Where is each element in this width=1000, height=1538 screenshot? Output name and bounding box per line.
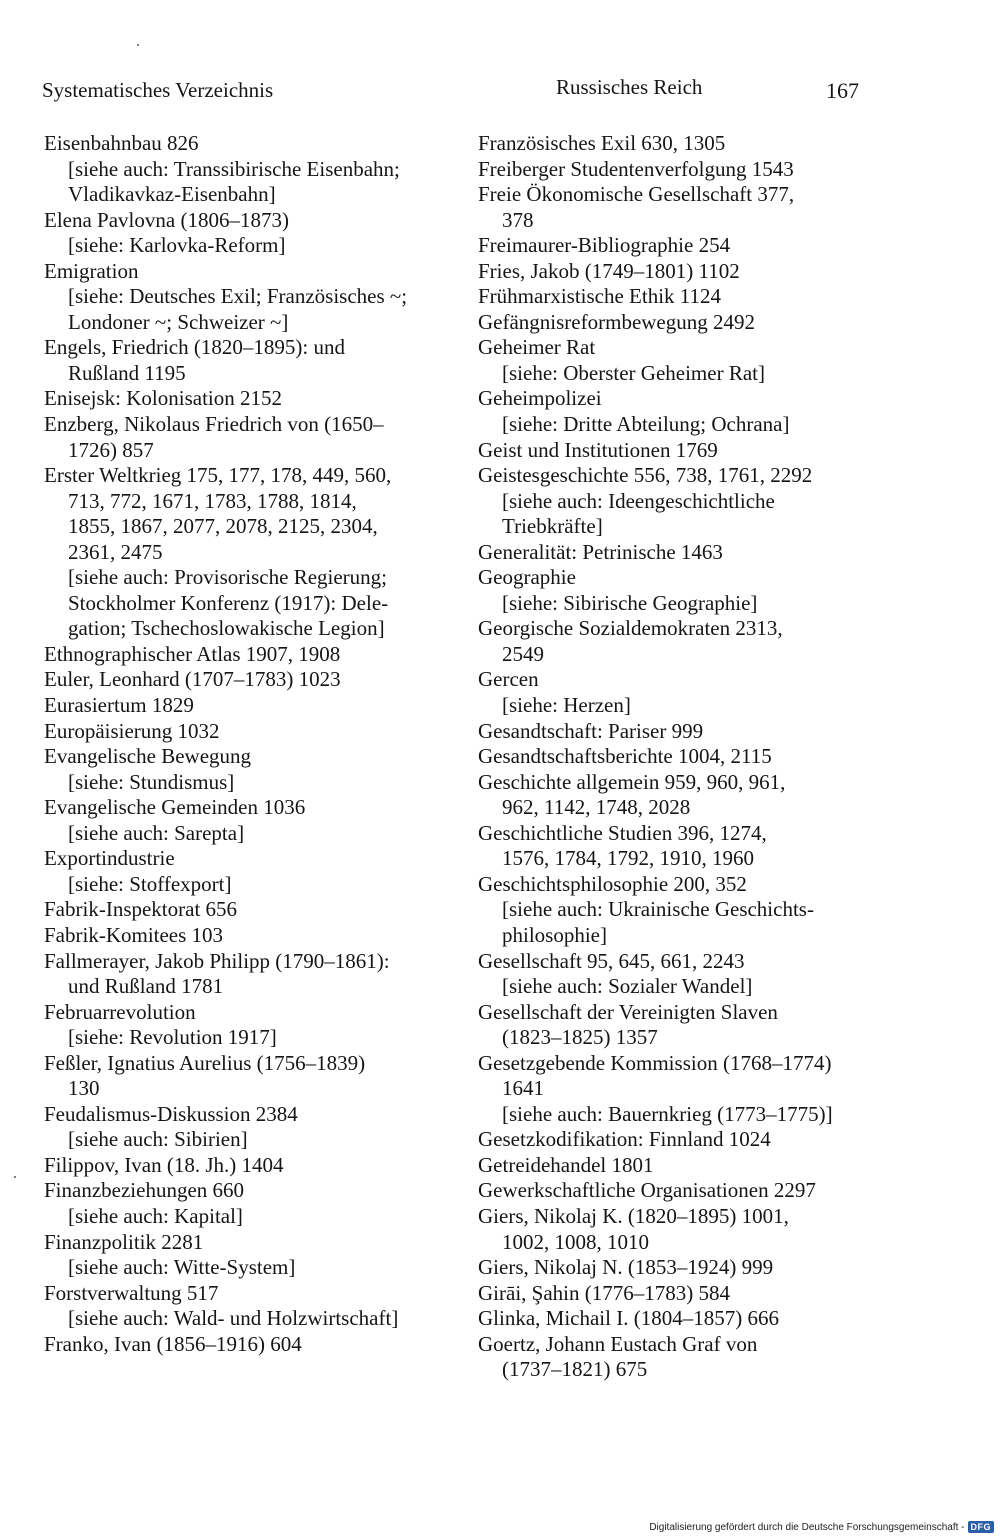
- footer-credit: Digitalisierung gefördert durch die Deutsche Forschungsgemeinschaft -: [649, 1521, 965, 1533]
- index-subline: [siehe auch: Provisorische Regierung;: [68, 565, 387, 590]
- index-subline: philosophie]: [502, 922, 607, 947]
- index-entry: Gesellschaft 95, 645, 661, 2243: [478, 948, 745, 973]
- index-entry: Emigration: [44, 258, 139, 283]
- index-entry: Freie Ökonomische Gesellschaft 377,: [478, 182, 795, 207]
- index-subline: (1737–1821) 675: [502, 1357, 648, 1382]
- index-entry: Fabrik-Inspektorat 656: [44, 897, 238, 922]
- index-column-right: [478, 131, 908, 1383]
- index-entry: Februarrevolution: [44, 999, 196, 1024]
- index-entry: Geographie: [478, 565, 576, 590]
- index-entry: Eurasiertum 1829: [44, 693, 194, 718]
- index-entry: Geistesgeschichte 556, 738, 1761, 2292: [478, 463, 813, 488]
- page-number: 167: [826, 78, 859, 103]
- index-subline: 1576, 1784, 1792, 1910, 1960: [502, 846, 754, 871]
- index-entry: Exportindustrie: [44, 846, 175, 871]
- index-subline: 713, 772, 1671, 1783, 1788, 1814,: [68, 488, 357, 513]
- index-entry: Freimaurer-Bibliographie 254: [478, 233, 731, 258]
- index-entry: Erster Weltkrieg 175, 177, 178, 449, 560,: [44, 463, 392, 488]
- index-entry: Finanzpolitik 2281: [44, 1229, 204, 1254]
- index-subline: Vladikavkaz-Eisenbahn]: [68, 182, 276, 207]
- scan-speck: [14, 1176, 16, 1178]
- index-subline: [siehe: Dritte Abteilung; Ochrana]: [502, 412, 790, 437]
- header-chapter-title: Russisches Reich: [556, 75, 703, 99]
- index-subline: (1823–1825) 1357: [502, 1025, 658, 1050]
- index-subline: [siehe auch: Wald- und Holzwirtschaft]: [68, 1306, 399, 1331]
- index-entry: Getreidehandel 1801: [478, 1152, 654, 1177]
- index-entry: Freiberger Studentenverfolgung 1543: [478, 156, 794, 181]
- index-entry: Evangelische Bewegung: [44, 744, 252, 769]
- index-subline: 1726) 857: [68, 437, 154, 462]
- index-entry: Elena Pavlovna (1806–1873): [44, 207, 289, 232]
- index-subline: [siehe auch: Transsibirische Eisenbahn;: [68, 156, 400, 181]
- index-subline: 2549: [502, 641, 544, 666]
- index-entry: Filippov, Ivan (18. Jh.) 1404: [44, 1152, 284, 1177]
- index-subline: gation; Tschechoslowakische Legion]: [68, 616, 385, 641]
- index-entry: Enzberg, Nikolaus Friedrich von (1650–: [44, 412, 384, 437]
- index-entry: Goertz, Johann Eustach Graf von: [478, 1331, 758, 1356]
- index-entry: Fries, Jakob (1749–1801) 1102: [478, 258, 740, 283]
- index-entry: Geist und Institutionen 1769: [478, 437, 718, 462]
- index-entry: Engels, Friedrich (1820–1895): und: [44, 335, 345, 360]
- index-subline: [siehe auch: Sibirien]: [68, 1127, 248, 1152]
- index-entry: Feßler, Ignatius Aurelius (1756–1839): [44, 1050, 366, 1075]
- index-subline: [siehe: Revolution 1917]: [68, 1025, 277, 1050]
- index-subline: [siehe auch: Sarepta]: [68, 820, 245, 845]
- index-entry: Fallmerayer, Jakob Philipp (1790–1861):: [44, 948, 390, 973]
- index-entry: Europäisierung 1032: [44, 718, 220, 743]
- index-entry: Evangelische Gemeinden 1036: [44, 795, 306, 820]
- index-entry: Gesetzgebende Kommission (1768–1774): [478, 1050, 832, 1075]
- header-section-title: Systematisches Verzeichnis: [42, 78, 274, 102]
- index-subline: Stockholmer Konferenz (1917): Dele-: [68, 590, 389, 615]
- index-entry: Gesetzkodifikation: Finnland 1024: [478, 1127, 771, 1152]
- index-entry: Girāi, Şahin (1776–1783) 584: [478, 1280, 730, 1305]
- index-subline: 1002, 1008, 1010: [502, 1229, 649, 1254]
- index-entry: Glinka, Michail I. (1804–1857) 666: [478, 1306, 779, 1331]
- index-subline: 1641: [502, 1076, 544, 1101]
- index-subline: 1855, 1867, 2077, 2078, 2125, 2304,: [68, 514, 378, 539]
- index-subline: [siehe: Karlovka-Reform]: [68, 233, 286, 258]
- index-subline: [siehe: Stundismus]: [68, 769, 235, 794]
- index-entry: Georgische Sozialdemokraten 2313,: [478, 616, 783, 641]
- index-subline: 130: [68, 1076, 100, 1101]
- index-entry: Gefängnisreformbewegung 2492: [478, 309, 755, 334]
- index-entry: Geschichtliche Studien 396, 1274,: [478, 820, 767, 845]
- index-entry: Eisenbahnbau 826: [44, 131, 199, 155]
- index-entry: Generalität: Petrinische 1463: [478, 539, 723, 564]
- index-subline: [siehe: Deutsches Exil; Französisches ~;: [68, 284, 408, 309]
- index-entry: Gesandtschaftsberichte 1004, 2115: [478, 744, 772, 769]
- index-entry: Geschichtsphilosophie 200, 352: [478, 871, 747, 896]
- index-column-left: [44, 131, 464, 1357]
- index-entry: Geschichte allgemein 959, 960, 961,: [478, 769, 786, 794]
- index-entry: Französisches Exil 630, 1305: [478, 131, 726, 155]
- index-subline: [siehe: Sibirische Geographie]: [502, 590, 758, 615]
- index-subline: Londoner ~; Schweizer ~]: [68, 309, 289, 334]
- index-subline: Rußland 1195: [68, 360, 186, 385]
- index-entry: Gesandtschaft: Pariser 999: [478, 718, 704, 743]
- index-entry: Geheimer Rat: [478, 335, 596, 360]
- index-entry: Finanzbeziehungen 660: [44, 1178, 245, 1203]
- index-entry: Feudalismus-Diskussion 2384: [44, 1101, 298, 1126]
- index-entry: Geheimpolizei: [478, 386, 602, 411]
- index-subline: [siehe auch: Kapital]: [68, 1203, 243, 1228]
- scan-speck: [137, 44, 139, 46]
- index-subline: 378: [502, 207, 534, 232]
- index-entry: Euler, Leonhard (1707–1783) 1023: [44, 667, 341, 692]
- index-subline: [siehe auch: Bauernkrieg (1773–1775)]: [502, 1101, 833, 1126]
- index-subline: [siehe auch: Ideengeschichtliche: [502, 488, 775, 513]
- index-entry: Franko, Ivan (1856–1916) 604: [44, 1331, 302, 1356]
- index-entry: Frühmarxistische Ethik 1124: [478, 284, 722, 309]
- index-subline: und Rußland 1781: [68, 974, 224, 999]
- index-subline: [siehe: Stoffexport]: [68, 871, 232, 896]
- index-entry: Ethnographischer Atlas 1907, 1908: [44, 641, 341, 666]
- index-entry: Forstverwaltung 517: [44, 1280, 219, 1305]
- index-subline: [siehe auch: Ukrainische Geschichts-: [502, 897, 814, 922]
- index-subline: Triebkräfte]: [502, 514, 603, 539]
- index-subline: [siehe auch: Witte-System]: [68, 1255, 296, 1280]
- index-entry: Gercen: [478, 667, 539, 692]
- index-entry: Gesellschaft der Vereinigten Slaven: [478, 999, 778, 1024]
- index-entry: Giers, Nikolaj K. (1820–1895) 1001,: [478, 1203, 789, 1228]
- index-entry: Fabrik-Komitees 103: [44, 922, 224, 947]
- running-header: [0, 75, 1000, 108]
- index-entry: Gewerkschaftliche Organisationen 2297: [478, 1178, 816, 1203]
- index-subline: [siehe: Herzen]: [502, 693, 631, 718]
- index-subline: [siehe auch: Sozialer Wandel]: [502, 974, 753, 999]
- index-subline: 2361, 2475: [68, 539, 163, 564]
- dfg-logo: DFG: [968, 1521, 995, 1533]
- digitization-footer: [649, 1520, 994, 1534]
- index-entry: Giers, Nikolaj N. (1853–1924) 999: [478, 1255, 774, 1280]
- index-subline: [siehe: Oberster Geheimer Rat]: [502, 360, 765, 385]
- index-entry: Enisejsk: Kolonisation 2152: [44, 386, 282, 411]
- index-subline: 962, 1142, 1748, 2028: [502, 795, 691, 820]
